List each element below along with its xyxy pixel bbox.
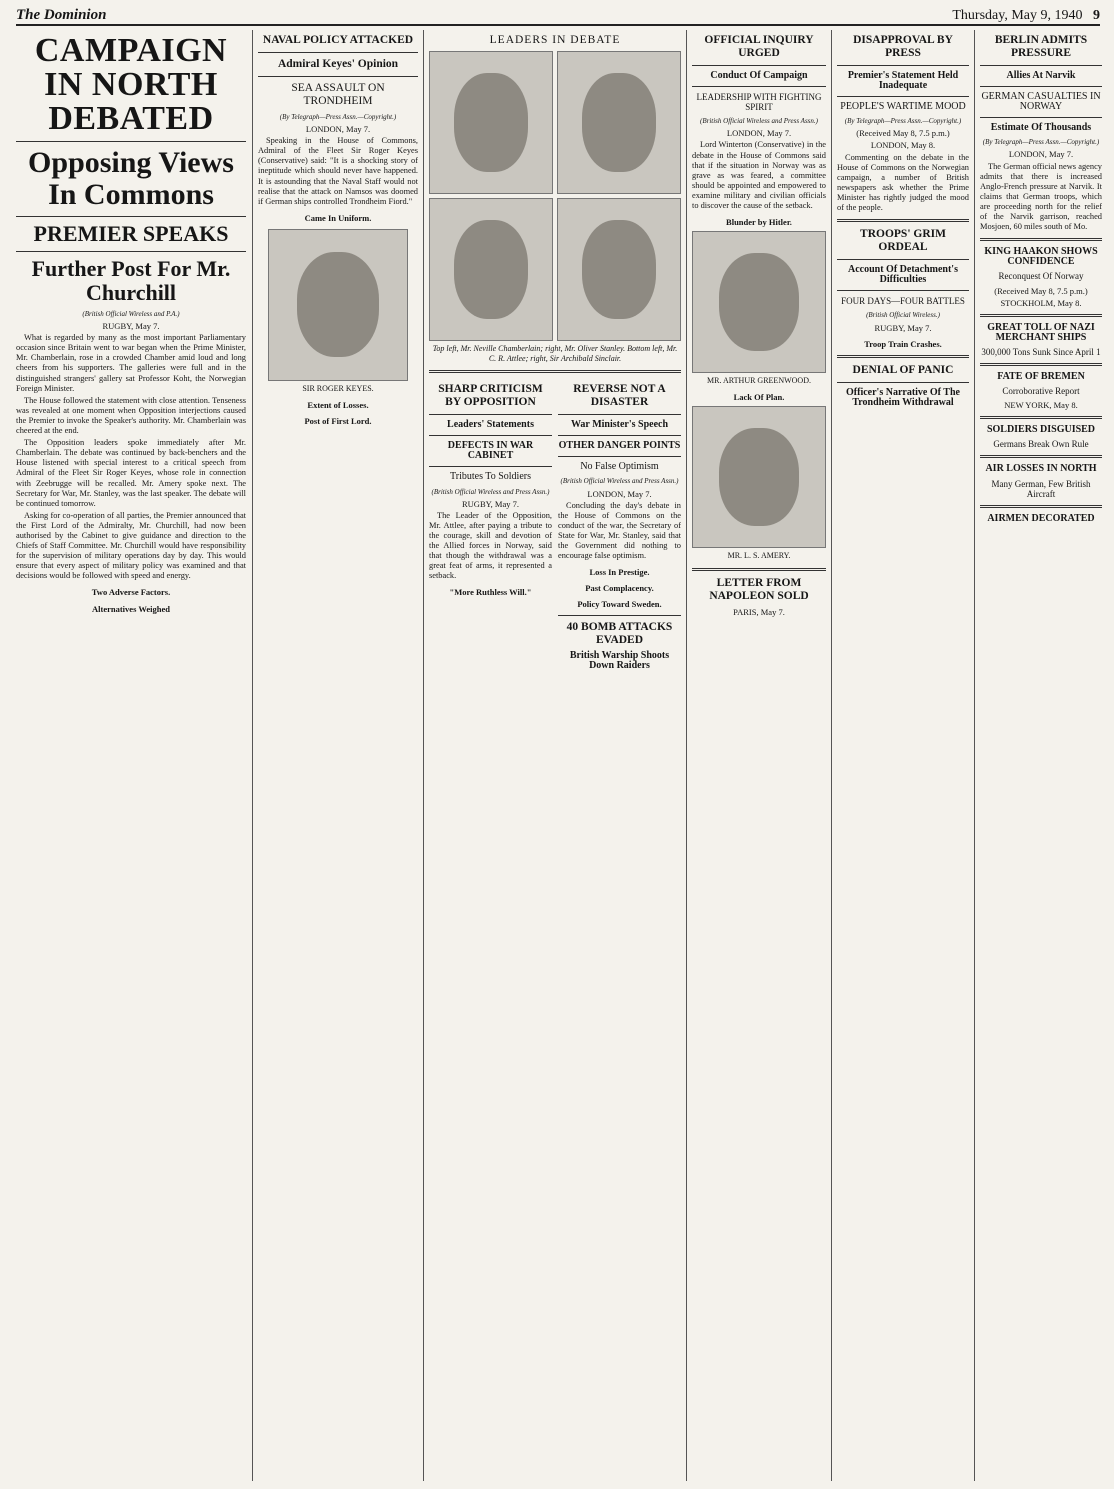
headline-bomb-attacks: 40 BOMB ATTACKS EVADED [566, 620, 673, 646]
subhead: Blunder by Hitler. [726, 217, 792, 228]
headline-admiral-keyes: Admiral Keyes' Opinion [277, 58, 399, 70]
credit-line: (British Official Wireless.) [866, 311, 940, 320]
article-disapproval-press [837, 30, 969, 1483]
dateline: PARIS, May 7. [733, 606, 785, 617]
headline-officer-narrative: Officer's Narrative Of The Trondheim Withdrawal [846, 386, 960, 408]
article-sharp-criticism [429, 379, 552, 675]
dateline: LONDON, May 7. [305, 124, 371, 135]
headline-conduct: Conduct Of Campaign [710, 70, 808, 81]
masthead-title: The Dominion [16, 7, 107, 23]
headline-main: CAMPAIGN IN NORTH DEBATED [34, 32, 228, 137]
headline-sea-assault: SEA ASSAULT ON TRONDHEIM [291, 82, 385, 107]
headline-airmen: AIRMEN DECORATED [987, 512, 1095, 524]
headline-king-haakon: KING HAAKON SHOWS CONFIDENCE [984, 246, 1098, 268]
headline-warship: British Warship Shoots Down Raiders [569, 649, 670, 671]
credit-line: (British Official Wireless and Press Assn.) [431, 487, 550, 496]
credit-line: (British Official Wireless and Press Assn.) [560, 477, 679, 486]
article-official-inquiry [692, 30, 826, 1483]
headline-premier-speaks: PREMIER SPEAKS [33, 221, 229, 246]
headline-soldiers-disguised: SOLDIERS DISGUISED [986, 424, 1096, 436]
paragraph: Speaking in the House of Commons, Admiral of the Fleet Sir Roger Keyes (Conservative) said: "It is a shocking story of ineptitude which should never have happened. It is astounding that the Naval Staff would not realise that the attack on Namsos was doomed if German ships controlled Trondheim Fiord." [258, 136, 418, 206]
headline-disapproval: DISAPPROVAL BY PRESS [853, 34, 953, 59]
headline-churchill: Further Post For Mr. Churchill [31, 256, 231, 305]
subhead: Loss In Prestige. [589, 567, 650, 578]
headline-denial-panic: DENIAL OF PANIC [852, 363, 954, 376]
received-line: (Received May 8, 7.5 p.m.) [994, 285, 1088, 296]
headline-reverse: REVERSE NOT A DISASTER [573, 383, 666, 409]
headline-corroborative: Corroborative Report [1002, 386, 1080, 397]
headline-war-minister: War Minister's Speech [570, 419, 669, 431]
headline-defects: DEFECTS IN WAR CABINET [447, 440, 534, 462]
headline-many-german: Many German, Few British Aircraft [991, 478, 1091, 499]
photo-caption: MR. L. S. AMERY. [727, 551, 791, 561]
dateline: LONDON, May 8. [870, 140, 936, 151]
dateline: RUGBY, May 7. [874, 322, 932, 333]
headline-danger-points: OTHER DANGER POINTS [558, 440, 681, 452]
portrait-photo [268, 229, 408, 381]
headline-leaders: Leaders' Statements [447, 419, 534, 431]
photo-caption: Top left, Mr. Neville Chamberlain; right, Mr. Oliver Stanley. Bottom left, Mr. C. R. Attlee; right, Sir Archibald Sinclair. [432, 344, 678, 364]
headline-break-rule: Germans Break Own Rule [993, 439, 1089, 450]
subhead: Troop Train Crashes. [864, 338, 942, 349]
received-line: (Received May 8, 7.5 p.m.) [856, 128, 950, 139]
paragraph: What is regarded by many as the most important Parliamentary occasion since Britain went to war began when the Prime Minister, Mr. Chamberlain, rose in a crowded Chamber amid loud and long cheers from his supporters. The galleries were full and in the distinguished strangers' gallery sat Professor Koht, the Norwegian Foreign Minister. [16, 333, 246, 393]
credit-line: (By Telegraph—Press Assn.—Copyright.) [844, 117, 962, 126]
article-campaign-debated [16, 30, 246, 1483]
headline-optimism: No False Optimism [580, 461, 659, 473]
headline-tributes: Tributes To Soldiers [450, 471, 531, 483]
masthead [16, 4, 1100, 26]
paragraph: The House followed the statement with close attention. Tenseness was revealed at one moment when Opposition interjections caused the Premier to invoke the Speaker's authority. Mr. Chamberlain was cheered at the end. [16, 395, 246, 436]
dateline: STOCKHOLM, May 8. [1000, 297, 1082, 308]
article-naval-policy [258, 30, 418, 1483]
photo-caption: MR. ARTHUR GREENWOOD. [707, 376, 811, 386]
headline-detachment: Account Of Detachment's Difficulties [848, 264, 958, 286]
dateline: LONDON, May 7. [1008, 149, 1074, 160]
subhead: "More Ruthless Will." [449, 587, 532, 598]
headline-naval-policy: NAVAL POLICY ATTACKED [262, 34, 414, 46]
portrait-photo [429, 51, 553, 194]
paragraph: Concluding the day's debate in the House of Commons on the conduct of the war, the Secretary of State for War, Mr. Stanley, said that the Government did nothing to encourage false optimism. [558, 500, 681, 561]
portrait-photo [557, 198, 681, 341]
dateline: LONDON, May 7. [587, 488, 652, 499]
headline-leadership: LEADERSHIP WITH FIGHTING SPIRIT [696, 92, 822, 113]
subhead: Past Complacency. [585, 583, 654, 594]
headline-german-casualties: GERMAN CASUALTIES IN NORWAY [981, 91, 1101, 113]
dateline: RUGBY, May 7. [102, 321, 160, 332]
headline-sharp-criticism: SHARP CRITICISM BY OPPOSITION [438, 383, 543, 409]
leaders-in-debate [429, 30, 681, 1483]
article-reverse-not-disaster [558, 379, 681, 675]
credit-line: (By Telegraph—Press Assn.—Copyright.) [279, 113, 397, 121]
paragraph: The Leader of the Opposition, Mr. Attlee, after paying a tribute to the courage, skill and devotion of the Allied forces in Norway, said that though the withdrawal was a great feat of arms, it represented a setback. [429, 510, 552, 581]
headline-grim-ordeal: TROOPS' GRIM ORDEAL [860, 228, 946, 254]
paragraph: Lord Winterton (Conservative) in the debate in the House of Commons said that if the situation in Norway was as grave as was feared, a committee should be appointed and empowered to examine military and civilian officials to discover the cause of the setback. [692, 140, 826, 211]
paragraph: Asking for co-operation of all parties, the Premier announced that the First Lord of the Admiralty, Mr. Churchill, had now been authorised by the Cabinet to give guidance and direction to the Chiefs of Staff Committee. Mr. Churchill would have responsibility for the supervision of military operations day by day. This would ensure that every aspect of military policy was examined and that decisions would be followed with speed and energy. [16, 510, 246, 581]
portrait-photo [429, 198, 553, 341]
subhead: Alternatives Weighed [92, 603, 170, 614]
subhead: Extent of Losses. [307, 400, 369, 411]
headline-opposing-views: Opposing Views In Commons [28, 146, 234, 211]
headline-premier-statement: Premier's Statement Held Inadequate [847, 70, 959, 92]
headline-napoleon: LETTER FROM NAPOLEON SOLD [709, 576, 809, 602]
credit-line: (By Telegraph—Press Assn.—Copyright.) [982, 138, 1100, 147]
paragraph: Commenting on the debate in the House of Commons on the Norwegian campaign, a number of British newspapers ask whether the Prime Minister has rightly judged the mood of the people. [837, 152, 969, 213]
headline-reconquest: Reconquest Of Norway [998, 271, 1084, 282]
paragraph: The German official news agency admits that there is increased Anglo-French pressure at Narvik. It claims that German troops, which are proceeding north for the relief of the Narvik garrison, reached Mosjoen, 60 miles south of Mo. [980, 161, 1102, 232]
headline-air-losses: AIR LOSSES IN NORTH [985, 463, 1097, 475]
credit-line: (British Official Wireless and Press Assn.) [700, 117, 818, 126]
headline-berlin-admits: BERLIN ADMITS PRESSURE [994, 34, 1088, 59]
headline-nazi-ships: GREAT TOLL OF NAZI MERCHANT SHIPS [987, 321, 1095, 343]
photo-grid [429, 51, 681, 341]
portrait-photo [692, 406, 826, 548]
subhead: Came In Uniform. [304, 212, 372, 223]
headline-four-days: FOUR DAYS—FOUR BATTLES [841, 296, 965, 307]
headline-estimate: Estimate Of Thousands [990, 122, 1092, 134]
headline-official-inquiry: OFFICIAL INQUIRY URGED [704, 34, 814, 59]
photo-banner: LEADERS IN DEBATE [489, 34, 621, 46]
subhead: Lack Of Plan. [733, 392, 785, 403]
two-column-block [429, 379, 681, 675]
subhead: Two Adverse Factors. [91, 587, 171, 598]
subhead: Policy Toward Sweden. [577, 599, 662, 610]
masthead-date [952, 8, 1100, 24]
paragraph: The Opposition leaders spoke immediately after Mr. Chamberlain. The debate was continued by back-benchers and the House listened with special interest to a critical speech from Admiral of the Fleet Sir Roger Keyes, whose role in connection with Zeebrugge will be recalled. Mr. Amery spoke next. The Secretary for War, Mr. Stanley, was the last speaker. The debate will be continued tomorrow. [16, 438, 246, 508]
headline-wartime-mood: PEOPLE'S WARTIME MOOD [840, 101, 966, 113]
dateline: LONDON, May 7. [726, 128, 792, 139]
credit-line: (British Official Wireless and P.A.) [82, 310, 180, 318]
dateline: NEW YORK, May 8. [1004, 400, 1078, 411]
subhead: Post of First Lord. [304, 416, 372, 427]
portrait-photo [692, 231, 826, 373]
headline-allies-narvik: Allies At Narvik [1006, 70, 1076, 81]
photo-caption: SIR ROGER KEYES. [302, 383, 374, 393]
headline-tons-sunk: 300,000 Tons Sunk Since April 1 [981, 346, 1101, 357]
article-berlin-admits [980, 30, 1102, 1483]
portrait-photo [557, 51, 681, 194]
issue-date: Thursday, May 9, 1940 [952, 8, 1083, 23]
headline-bremen: FATE OF BREMEN [997, 370, 1085, 382]
page-number: 9 [1093, 8, 1100, 23]
dateline: RUGBY, May 7. [462, 498, 519, 509]
